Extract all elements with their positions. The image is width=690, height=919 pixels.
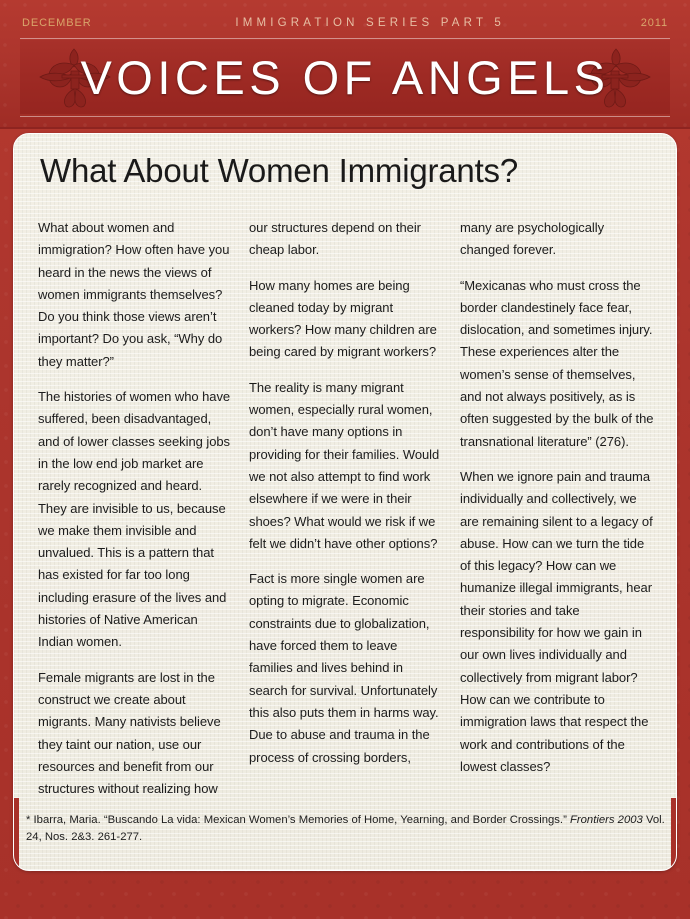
issue-year: 2011: [640, 17, 668, 29]
page-title: What About Women Immigrants?: [40, 152, 518, 189]
article-columns: [38, 217, 654, 807]
masthead-title-band: [20, 40, 670, 114]
masthead-rule-bottom: [20, 116, 670, 117]
issue-month: DECEMBER: [22, 17, 92, 29]
footnote-right-accent: [671, 798, 676, 871]
paragraph: When we ignore pain and trauma individually and collectively, we are remaining silent to a legacy of abuse. How can we turn the tide of this legacy? How can we humanize illegal immigrants, hear their stories and take responsibility for how we gain in our own lives individually and collectively from migrant labor? How can we contribute to immigration laws that respect the work and contributions of the lowest classes?: [460, 468, 653, 774]
paragraph: Fact is more single women are opting to migrate. Economic constraints due to globalization, have forced them to leave families and lives behind in search for survival. Unfortunately this also puts them in harms way. Due to abuse and trauma in the process of crossing borders,: [249, 571, 439, 765]
paragraph: “Mexicanas who must cross the border clandestinely face fear, dislocation, and sometimes injury. These experiences alter the women’s sense of themselves, and not always positively, as is often suggested by the bulk of the transnational literature” (276).: [460, 277, 654, 449]
masthead: [0, 0, 690, 129]
masthead-rule-top: [20, 38, 670, 39]
article-panel: [13, 133, 677, 871]
footnote-left-accent: [14, 798, 19, 871]
citation-journal: Frontiers 2003: [569, 814, 643, 826]
citation-prefix: * Ibarra, Maria. “Buscando La vida: Mexican Women’s Memories of Home, Yearning, and Border Crossings.”: [26, 814, 570, 826]
masthead-kicker-row: [0, 12, 690, 34]
paragraph: our structures depend on their cheap labor.: [249, 220, 421, 258]
paragraph: How many homes are being cleaned today by migrant workers? How many children are being cared by migrant workers?: [249, 277, 437, 360]
citation-suffix: Vol. 24, Nos. 2&3. 261-277.: [26, 814, 665, 843]
publication-title: VOICES OF ANGELS: [80, 50, 610, 104]
article-column-1: [38, 217, 232, 807]
article-column-3: [460, 217, 654, 807]
paragraph: The histories of women who have suffered, been disadvantaged, and of lower classes seeking jobs in the low end job market are rarely recognized and heard. They are invisible to us, because we make them invisible and unvalued. This is a pattern that has existed for far too long including erasure of the lives and histories of Native American Indian women.: [38, 389, 231, 650]
paragraph: many are psychologically changed forever.: [460, 220, 605, 258]
paragraph: The reality is many migrant women, especially rural women, don’t have many options in providing for their families. Would we not also attempt to find work elsewhere if we were in their shoes? What would we risk if we felt we didn’t have other options?: [249, 379, 440, 551]
series-label: IMMIGRATION SERIES PART 5: [235, 17, 505, 29]
paragraph: Female migrants are lost in the construct we create about migrants. Many nativists believe they taint our nation, use our resources and benefit from our structures without realizing how: [38, 669, 221, 797]
article-column-2: [249, 217, 443, 807]
source-citation: [26, 812, 666, 845]
paragraph: What about women and immigration? How often have you heard in the news the views of women immigrants themselves? Do you think those views aren’t important? Do you ask, “Why do they matter?”: [38, 220, 230, 369]
